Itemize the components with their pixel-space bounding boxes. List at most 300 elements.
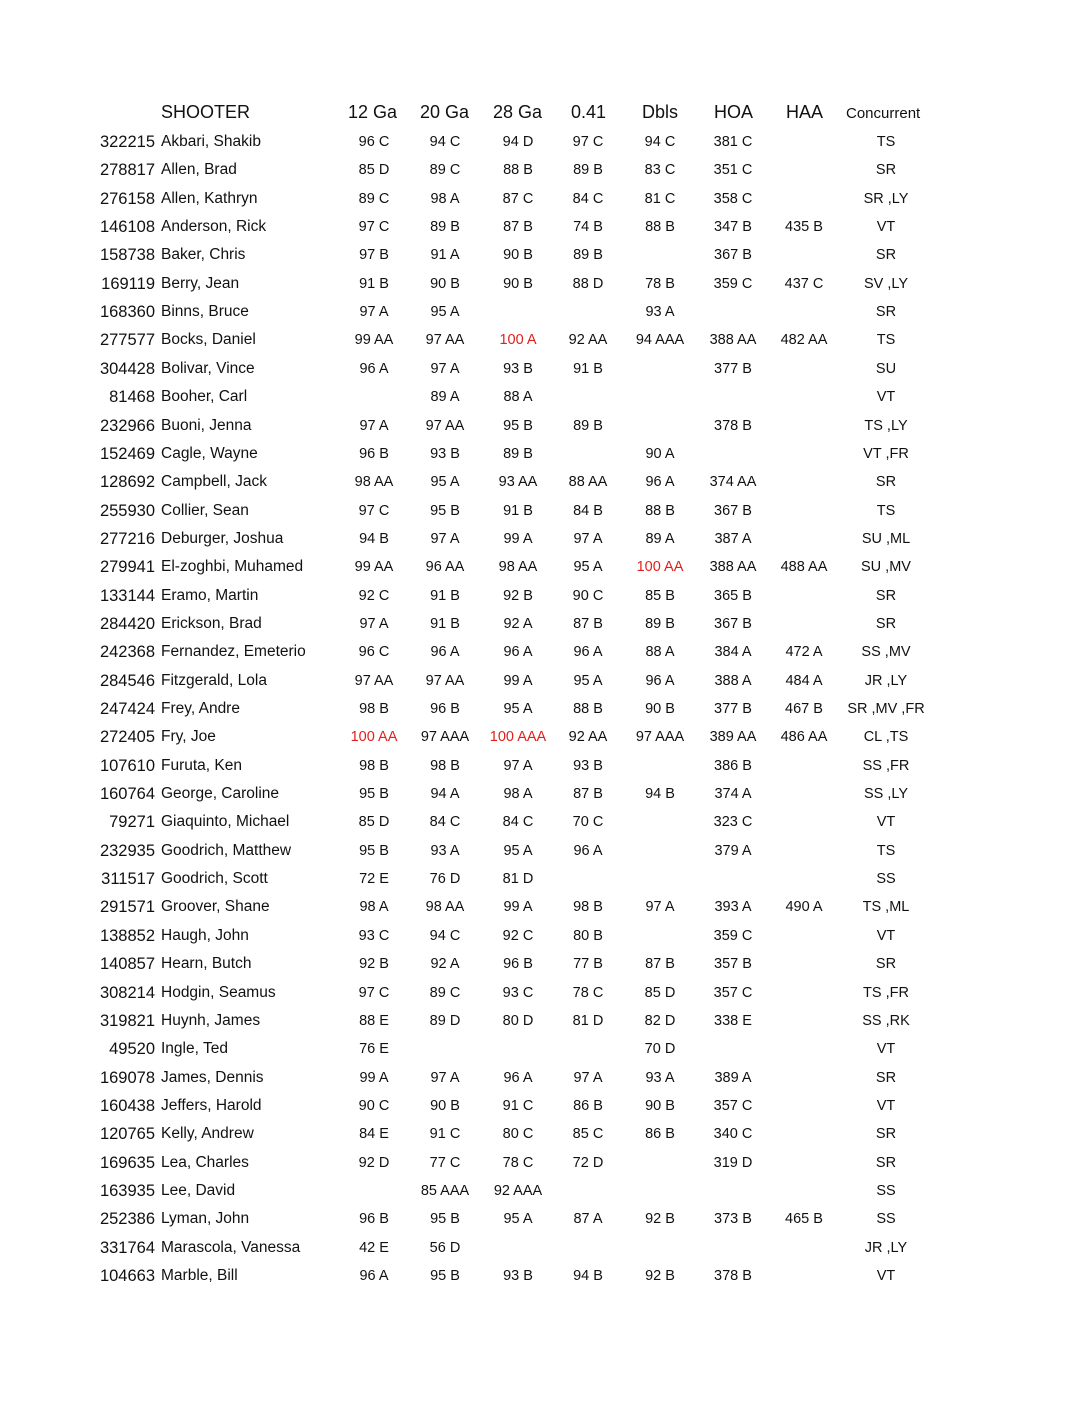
concurrent-class: SU ,ML [861,530,911,547]
concurrent-class: SS [876,1211,896,1228]
score-28-gauge: 90 B [503,275,533,292]
score-haa [764,412,844,440]
score-410-bore [548,440,628,468]
shooter-name: Campbell, Jack [161,473,267,491]
table-row [0,1177,1088,1205]
score-doubles: 90 A [645,445,675,462]
shooter-name: James, Dennis [161,1068,264,1086]
table-row [0,780,1088,808]
shooter-id: 255930 [99,501,155,520]
score-hoa: 374 AA [709,474,757,491]
score-28-gauge: 81 D [502,871,534,888]
score-haa [764,1177,844,1205]
score-12-gauge: 96 A [359,1268,389,1284]
score-410-bore: 97 C [572,134,604,150]
table-row [0,638,1088,666]
score-hoa: 378 B [714,417,752,434]
table-row [0,1120,1088,1148]
concurrent-class: CL ,TS [863,729,909,746]
score-20-gauge: 97 AAA [420,729,470,746]
shooter-id: 160438 [99,1096,155,1115]
score-410-bore: 97 A [573,1069,603,1086]
score-doubles: 86 B [645,1126,675,1143]
concurrent-class: SR [875,304,897,321]
score-28-gauge: 100 AAA [489,729,547,746]
score-410-bore: 96 A [573,644,603,661]
shooter-name: Hodgin, Seamus [161,983,276,1001]
score-12-gauge: 98 AA [354,474,394,491]
score-20-gauge: 89 B [430,219,460,236]
score-hoa: 347 B [714,219,752,236]
concurrent-class: SU [875,360,897,377]
concurrent-class: VT ,FR [863,445,909,462]
shooter-name: Goodrich, Matthew [161,841,292,859]
score-hoa: 357 C [713,984,753,1001]
score-20-gauge: 90 B [430,275,460,292]
score-haa [764,1064,844,1092]
concurrent-class: SS ,RK [862,1012,910,1029]
concurrent-class: JR ,LY [864,672,908,689]
score-doubles: 81 C [644,190,676,207]
score-doubles: 92 B [645,1268,675,1284]
table-row [0,752,1088,780]
score-haa [764,922,844,950]
score-410-bore [548,383,628,411]
score-haa [764,156,844,184]
score-12-gauge: 99 A [359,1069,389,1086]
shooter-name: Fry, Joe [161,728,216,746]
score-12-gauge: 94 B [359,530,389,547]
concurrent-class: SV ,LY [863,275,909,292]
concurrent-class: TS [876,134,896,150]
shooter-name: Allen, Brad [161,161,237,179]
score-haa [764,979,844,1007]
score-12-gauge: 97 A [359,417,389,434]
concurrent-class: VT [876,1041,896,1058]
score-12-gauge: 90 C [358,1097,390,1114]
score-410-bore: 84 B [573,502,603,519]
concurrent-class: SS ,LY [863,786,909,803]
header-28-gauge: 28 Ga [493,102,543,122]
shooter-name: Ingle, Ted [161,1040,228,1058]
score-doubles: 93 A [645,1069,675,1086]
score-12-gauge: 97 A [359,615,389,632]
score-20-gauge: 93 A [430,842,460,859]
shooter-name: Eramo, Martin [161,586,259,604]
shooter-id: 140857 [99,955,155,974]
score-28-gauge: 93 C [502,984,534,1001]
score-28-gauge: 93 AA [498,474,538,491]
shooter-id: 277216 [99,529,155,548]
score-28-gauge: 88 B [503,162,533,179]
concurrent-class: VT [876,927,896,944]
shooter-id: 146108 [99,218,155,237]
score-28-gauge: 93 B [503,360,533,377]
score-hoa: 377 B [714,701,752,717]
table-row [0,468,1088,496]
concurrent-class: SR [875,474,897,491]
score-haa [764,808,844,836]
shooter-name: Binns, Bruce [161,303,249,321]
table-row [0,497,1088,525]
score-28-gauge: 100 A [499,332,537,349]
shooter-name: Goodrich, Scott [161,870,268,888]
score-28-gauge: 78 C [502,1154,534,1171]
score-hoa: 357 C [713,1097,753,1114]
score-12-gauge [334,1177,414,1205]
shooter-name: Kelly, Andrew [161,1125,254,1143]
table-row [0,440,1088,468]
score-20-gauge: 89 C [429,162,461,179]
shooter-name: Marascola, Vanessa [161,1238,301,1256]
score-410-bore: 88 B [573,701,603,717]
score-20-gauge: 98 AA [425,899,465,916]
score-28-gauge: 96 B [503,956,533,973]
score-20-gauge: 93 B [430,445,460,462]
shooter-name: Fernandez, Emeterio [161,643,306,661]
score-haa [764,865,844,893]
score-doubles: 97 AAA [635,729,685,746]
score-12-gauge: 97 C [358,502,390,519]
score-20-gauge: 96 A [430,644,460,661]
score-haa [764,468,844,496]
score-410-bore: 88 AA [568,474,608,491]
score-haa [764,1234,844,1262]
score-28-gauge: 92 AAA [493,1182,543,1199]
score-20-gauge: 98 B [430,757,460,774]
table-row [0,241,1088,269]
table-row [0,412,1088,440]
score-haa: 435 B [785,219,823,236]
score-doubles: 70 D [644,1041,676,1058]
score-12-gauge: 84 E [359,1126,389,1143]
score-20-gauge: 95 A [430,474,460,491]
score-20-gauge: 89 D [429,1012,461,1029]
score-doubles [620,808,700,836]
concurrent-class: TS [876,842,896,859]
concurrent-class: VT [876,1097,896,1114]
score-20-gauge: 56 D [429,1239,461,1256]
score-doubles: 88 A [645,644,675,661]
score-20-gauge: 96 B [430,701,460,717]
score-haa [764,1120,844,1148]
score-12-gauge: 97 B [359,247,389,264]
score-12-gauge: 85 D [358,162,390,179]
shooter-name: Lyman, John [161,1210,250,1228]
score-doubles [620,355,700,383]
score-20-gauge: 89 C [429,984,461,1001]
score-hoa: 388 A [714,672,752,689]
score-hoa [693,1234,773,1262]
score-haa [764,610,844,638]
score-hoa: 373 B [714,1211,752,1228]
shooter-name: Groover, Shane [161,898,270,916]
score-410-bore: 89 B [573,162,603,179]
score-28-gauge: 95 A [503,1211,533,1228]
score-410-bore: 87 A [573,1211,603,1228]
score-410-bore: 81 D [572,1012,604,1029]
score-28-gauge [478,1035,558,1063]
score-haa [764,752,844,780]
score-doubles: 89 A [645,530,675,547]
score-haa [764,780,844,808]
score-28-gauge: 99 A [503,672,533,689]
score-20-gauge: 96 AA [425,559,465,576]
score-doubles: 85 D [644,984,676,1001]
score-12-gauge: 98 A [359,899,389,916]
shooter-name: Collier, Sean [161,501,249,519]
score-hoa: 359 C [713,927,753,944]
concurrent-class: JR ,LY [864,1239,908,1256]
concurrent-class: TS ,ML [862,899,910,916]
shooter-name: Giaquinto, Michael [161,813,290,831]
score-410-bore [548,1035,628,1063]
score-28-gauge: 98 A [503,786,533,803]
shooter-id: 276158 [99,189,155,208]
score-doubles: 90 B [645,1097,675,1114]
score-hoa: 351 C [713,162,753,179]
score-410-bore: 93 B [573,757,603,774]
shooter-id: 120765 [99,1125,155,1144]
shooter-name: Berry, Jean [161,274,240,292]
score-doubles: 82 D [644,1012,676,1029]
score-20-gauge: 91 B [430,587,460,604]
shooter-id: 169635 [99,1153,155,1172]
score-28-gauge: 99 A [503,899,533,916]
shooter-name: Jeffers, Harold [161,1096,262,1114]
score-doubles [620,1234,700,1262]
shooter-id: 322215 [99,133,155,151]
score-doubles: 96 A [645,672,675,689]
score-12-gauge: 96 C [358,644,390,661]
table-row [0,270,1088,298]
concurrent-class: VT [876,814,896,831]
score-12-gauge: 85 D [358,814,390,831]
score-410-bore: 89 B [573,417,603,434]
score-hoa: 323 C [713,814,753,831]
header-12-gauge: 12 Ga [348,102,398,122]
score-20-gauge: 97 AA [425,332,465,349]
score-410-bore: 86 B [573,1097,603,1114]
concurrent-class: TS ,FR [863,984,909,1001]
score-doubles [620,1149,700,1177]
score-hoa [693,383,773,411]
header-haa: HAA [786,102,824,122]
score-410-bore: 95 A [573,559,603,576]
shooter-id: 284546 [99,671,155,690]
score-20-gauge: 97 A [430,360,460,377]
score-haa [764,355,844,383]
score-12-gauge: 96 B [359,1211,389,1228]
score-hoa: 393 A [714,899,752,916]
score-20-gauge: 77 C [429,1154,461,1171]
score-doubles: 78 B [645,275,675,292]
score-haa [764,1262,844,1290]
shooter-name: Booher, Carl [161,388,248,406]
shooter-id: 107610 [99,756,155,775]
score-hoa [693,1035,773,1063]
shooter-name: Furuta, Ken [161,756,242,774]
table-row [0,1234,1088,1262]
header-shooter: SHOOTER [161,102,251,122]
score-hoa: 374 A [714,786,752,803]
shooter-id: 331764 [99,1238,155,1257]
score-28-gauge: 87 C [502,190,534,207]
score-doubles: 97 A [645,899,675,916]
score-410-bore: 92 AA [568,729,608,746]
score-28-gauge: 95 A [503,701,533,717]
score-12-gauge: 96 C [358,134,390,150]
concurrent-class: SR [875,1069,897,1086]
score-doubles: 87 B [645,956,675,973]
score-haa [764,497,844,525]
score-hoa: 389 A [714,1069,752,1086]
score-20-gauge: 98 A [430,190,460,207]
table-row [0,1064,1088,1092]
score-28-gauge: 99 A [503,530,533,547]
concurrent-class: SR [875,1154,897,1171]
score-doubles: 88 B [645,502,675,519]
table-row [0,553,1088,581]
table-row [0,355,1088,383]
score-doubles [620,865,700,893]
score-doubles: 100 AA [636,559,684,576]
concurrent-class: TS ,LY [864,417,908,434]
score-hoa: 377 B [714,360,752,377]
concurrent-class: SR [875,247,897,264]
shooter-id: 49520 [109,1040,155,1059]
concurrent-class: SS [876,871,896,888]
score-12-gauge: 92 C [358,587,390,604]
score-28-gauge: 97 A [503,757,533,774]
score-haa [764,1092,844,1120]
table-row [0,837,1088,865]
score-haa: 482 AA [780,332,828,349]
score-410-bore: 97 A [573,530,603,547]
shooter-id: 79271 [109,813,155,832]
score-doubles [620,383,700,411]
score-haa: 467 B [785,701,823,717]
shooter-id: 311517 [101,870,155,889]
table-row [0,979,1088,1007]
shooter-id: 138852 [99,926,155,945]
table-row [0,156,1088,184]
header-doubles: Dbls [642,102,679,122]
score-20-gauge: 97 AA [425,672,465,689]
score-20-gauge: 91 A [430,247,460,264]
table-row [0,950,1088,978]
score-12-gauge: 72 E [359,871,389,888]
score-12-gauge: 89 C [358,190,390,207]
shooter-name: Erickson, Brad [161,614,262,632]
score-410-bore: 74 B [573,219,603,236]
score-410-bore: 87 B [573,615,603,632]
score-20-gauge: 95 B [430,1268,460,1284]
concurrent-class: SU ,MV [861,559,911,576]
score-410-bore [548,298,628,326]
score-12-gauge: 92 D [358,1154,390,1171]
score-12-gauge: 99 AA [354,332,394,349]
score-12-gauge: 93 C [358,927,390,944]
score-410-bore: 95 A [573,672,603,689]
score-20-gauge: 94 C [429,134,461,150]
score-haa: 490 A [785,899,823,916]
shooter-name: Hearn, Butch [161,955,252,973]
score-28-gauge [478,298,558,326]
table-row [0,865,1088,893]
table-row [0,922,1088,950]
score-28-gauge: 91 C [502,1097,534,1114]
score-410-bore: 85 C [572,1126,604,1143]
score-hoa: 358 C [713,190,753,207]
shooter-id: 291571 [99,898,155,917]
score-20-gauge: 90 B [430,1097,460,1114]
header-concurrent: Concurrent [846,105,921,122]
score-12-gauge: 92 B [359,956,389,973]
score-28-gauge: 88 A [503,389,533,406]
score-hoa: 367 B [714,502,752,519]
score-28-gauge: 92 A [503,615,533,632]
score-12-gauge: 99 AA [354,559,394,576]
score-410-bore: 70 C [572,814,604,831]
score-hoa: 387 A [714,530,752,547]
score-410-bore: 84 C [572,190,604,207]
shooter-id: 81468 [109,388,155,407]
score-28-gauge: 87 B [503,219,533,236]
shooter-id: 284420 [99,614,155,633]
score-20-gauge [405,1035,485,1063]
score-20-gauge: 89 A [430,389,460,406]
score-20-gauge: 76 D [429,871,461,888]
shooter-id: 247424 [99,700,155,718]
score-haa [764,440,844,468]
score-410-bore: 72 D [572,1154,604,1171]
shooter-id: 133144 [99,586,155,605]
score-hoa: 365 B [714,587,752,604]
score-28-gauge: 84 C [502,814,534,831]
score-410-bore: 98 B [573,899,603,916]
shooter-name: Lea, Charles [161,1153,249,1171]
shooter-id: 232935 [99,841,155,860]
table-row [0,383,1088,411]
score-410-bore: 90 C [572,587,604,604]
score-410-bore: 89 B [573,247,603,264]
score-haa: 488 AA [780,559,828,576]
score-12-gauge: 95 B [359,786,389,803]
score-hoa: 357 B [714,956,752,973]
table-row [0,1262,1088,1290]
score-28-gauge: 80 D [502,1012,534,1029]
score-hoa: 389 AA [709,729,757,746]
score-doubles: 89 B [645,615,675,632]
shooter-id: 104663 [99,1267,155,1285]
score-doubles: 90 B [645,701,675,717]
score-haa: 484 A [785,672,823,689]
shooter-id: 279941 [99,558,155,577]
score-12-gauge: 91 B [359,275,389,292]
score-hoa: 388 AA [709,559,757,576]
table-row [0,1092,1088,1120]
score-12-gauge: 88 E [359,1012,389,1029]
score-12-gauge: 96 A [359,360,389,377]
score-410-bore [548,1234,628,1262]
score-doubles: 85 B [645,587,675,604]
score-haa [764,950,844,978]
score-28-gauge: 98 AA [498,559,538,576]
score-12-gauge [334,383,414,411]
score-doubles [620,752,700,780]
score-haa [764,185,844,213]
